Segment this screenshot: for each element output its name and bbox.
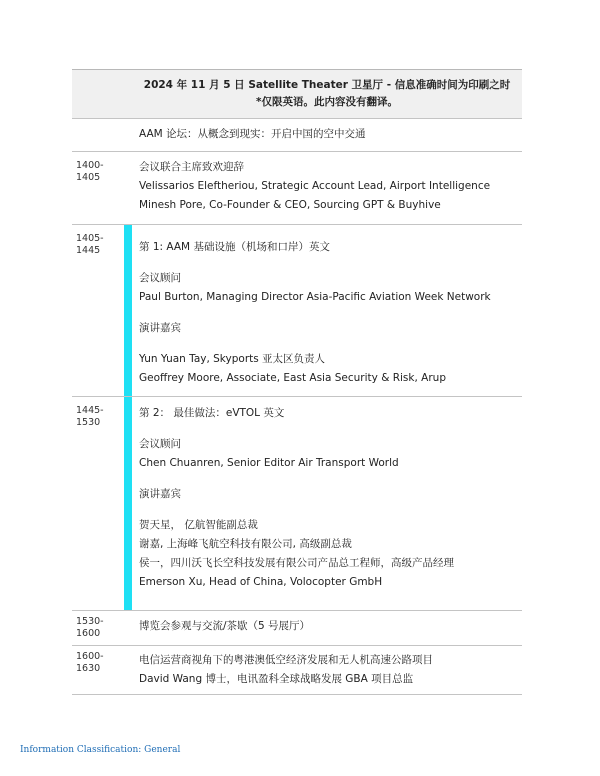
session-time: 1530- 1600 bbox=[76, 616, 104, 639]
session-row-3 bbox=[72, 397, 522, 611]
forum-stripe bbox=[124, 119, 132, 151]
speaker-line: Velissarios Eleftheriou, Strategic Account Lead, Airport Intelligence bbox=[139, 180, 491, 192]
session-time: 1400- 1405 bbox=[76, 160, 104, 183]
session-cell bbox=[132, 611, 522, 645]
speaker-line: David Wang 博士，电讯盈科全球战略发展 GBA 项目总监 bbox=[139, 673, 414, 685]
session-title: 第 2： 最佳做法：eVTOL 英文 bbox=[139, 407, 285, 419]
session-stripe bbox=[124, 152, 132, 224]
session-time: 1405- 1445 bbox=[76, 233, 104, 256]
session-row-1 bbox=[72, 152, 522, 225]
speakers-label: 演讲嘉宾 bbox=[139, 322, 181, 334]
agenda-table bbox=[72, 69, 522, 695]
advisor-label: 会议顾问 bbox=[139, 438, 181, 450]
speaker-line: Emerson Xu, Head of China, Volocopter GmbH bbox=[139, 576, 383, 588]
advisor-name: Chen Chuanren, Senior Editor Air Transport World bbox=[139, 457, 399, 469]
forum-row bbox=[72, 119, 522, 152]
forum-time-cell bbox=[72, 119, 124, 151]
speaker-line: 谢嘉, 上海峰飞航空科技有限公司, 高级副总裁 bbox=[139, 538, 352, 550]
speaker-line: 贺天星， 亿航智能副总裁 bbox=[139, 519, 258, 531]
session-cell bbox=[132, 397, 522, 610]
session-title: 博览会参观与交流/茶歇（5 号展厅） bbox=[139, 620, 311, 632]
forum-cell bbox=[132, 119, 522, 151]
highlight-stripe bbox=[124, 397, 132, 610]
speaker-line: Yun Yuan Tay, Skyports 亚太区负责人 bbox=[139, 353, 326, 365]
speakers-label: 演讲嘉宾 bbox=[139, 488, 181, 500]
session-cell bbox=[132, 646, 522, 694]
header-stripe bbox=[124, 70, 132, 118]
agenda-header-row bbox=[72, 70, 522, 119]
session-cell bbox=[132, 152, 522, 224]
session-title: 第 1: AAM 基础设施（机场和口岸）英文 bbox=[139, 241, 330, 253]
header-time-cell bbox=[72, 70, 124, 118]
session-stripe bbox=[124, 611, 132, 645]
advisor-name: Paul Burton, Managing Director Asia-Pacific Aviation Week Network bbox=[139, 291, 491, 303]
highlight-stripe bbox=[124, 225, 132, 396]
agenda-note: *仅限英语。此内容没有翻译。 bbox=[256, 96, 398, 108]
agenda-title: 2024 年 11 月 5 日 Satellite Theater 卫星厅 - 信息准确时间为印刷之时 bbox=[143, 79, 511, 91]
speaker-line: Geoffrey Moore, Associate, East Asia Security & Risk, Arup bbox=[139, 372, 446, 384]
session-row-4 bbox=[72, 611, 522, 646]
session-row-2 bbox=[72, 225, 522, 397]
classification-footer: Information Classification: General bbox=[20, 745, 181, 755]
session-cell bbox=[132, 225, 522, 396]
session-row-5 bbox=[72, 646, 522, 695]
header-cell bbox=[132, 70, 522, 118]
session-time: 1445- 1530 bbox=[76, 405, 104, 428]
advisor-label: 会议顾问 bbox=[139, 272, 181, 284]
session-stripe bbox=[124, 646, 132, 694]
speaker-line: Minesh Pore, Co-Founder & CEO, Sourcing GPT & Buyhive bbox=[139, 199, 441, 211]
session-title: 会议联合主席致欢迎辞 bbox=[139, 161, 244, 173]
session-time: 1600- 1630 bbox=[76, 651, 104, 674]
forum-title: AAM 论坛：从概念到现实：开启中国的空中交通 bbox=[139, 128, 366, 140]
session-title: 电信运营商视角下的粤港澳低空经济发展和无人机高速公路项目 bbox=[139, 654, 433, 666]
speaker-line: 侯一，四川沃飞长空科技发展有限公司产品总工程师，高级产品经理 bbox=[139, 557, 454, 569]
